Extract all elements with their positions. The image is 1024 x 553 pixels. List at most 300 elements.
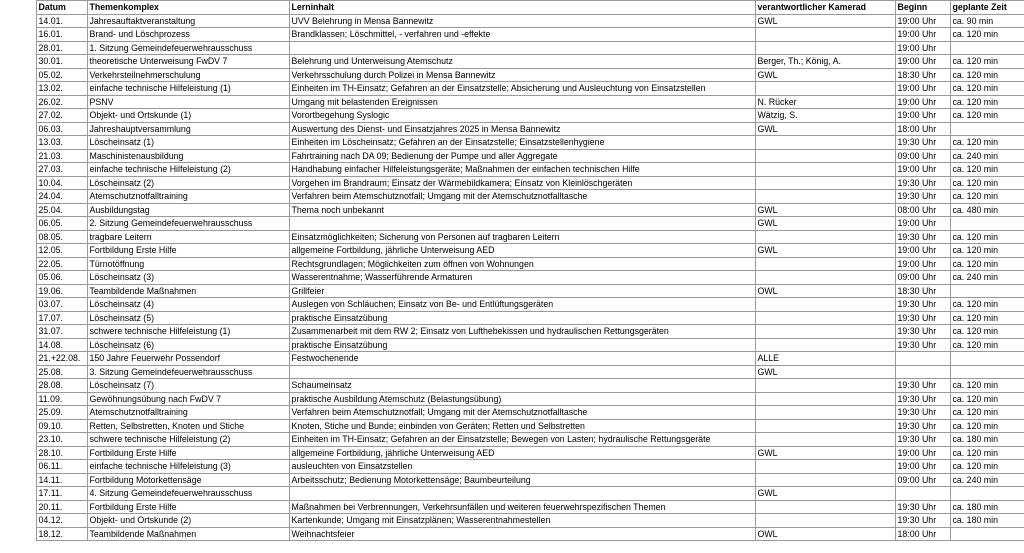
- cell-lerninhalt[interactable]: praktische Einsatzübung: [289, 311, 755, 325]
- table-row: [0, 82, 1024, 96]
- row-gutter: [0, 473, 36, 487]
- cell-geplante-zeit[interactable]: ca. 120 min: [950, 379, 1024, 393]
- header-kamerad: verantwortlicher Kamerad: [755, 1, 895, 15]
- table-row: [0, 527, 1024, 541]
- row-gutter: [0, 338, 36, 352]
- cell-kamerad[interactable]: GWL: [755, 487, 895, 501]
- cell-datum[interactable]: 06.03.: [36, 122, 87, 136]
- table-row: [0, 338, 1024, 352]
- cell-beginn[interactable]: 18:00 Uhr: [895, 122, 950, 136]
- cell-geplante-zeit[interactable]: ca. 120 min: [950, 325, 1024, 339]
- cell-kamerad[interactable]: [755, 136, 895, 150]
- cell-datum[interactable]: 24.04.: [36, 190, 87, 204]
- cell-lerninhalt[interactable]: Fahrtraining nach DA 09; Bedienung der Pumpe und aller Aggregate: [289, 149, 755, 163]
- cell-beginn[interactable]: 09:00 Uhr: [895, 149, 950, 163]
- table-row: [0, 244, 1024, 258]
- cell-geplante-zeit[interactable]: ca. 90 min: [950, 14, 1024, 28]
- cell-kamerad[interactable]: Wätzig, S.: [755, 109, 895, 123]
- cell-lerninhalt[interactable]: Belehrung und Unterweisung Atemschutz: [289, 55, 755, 69]
- table-row: [0, 109, 1024, 123]
- cell-datum[interactable]: 23.10.: [36, 433, 87, 447]
- cell-datum[interactable]: 05.02.: [36, 68, 87, 82]
- table-row: [0, 203, 1024, 217]
- table-row: [0, 41, 1024, 55]
- cell-themenkomplex[interactable]: Atemschutznotfalltraining: [87, 406, 289, 420]
- cell-kamerad[interactable]: N. Rücker: [755, 95, 895, 109]
- cell-lerninhalt[interactable]: UVV Belehrung in Mensa Bannewitz: [289, 14, 755, 28]
- cell-themenkomplex[interactable]: 150 Jahre Feuerwehr Possendorf: [87, 352, 289, 366]
- cell-beginn[interactable]: 19:00 Uhr: [895, 109, 950, 123]
- cell-datum[interactable]: 28.08.: [36, 379, 87, 393]
- cell-datum[interactable]: 25.09.: [36, 406, 87, 420]
- cell-geplante-zeit[interactable]: ca. 120 min: [950, 338, 1024, 352]
- cell-themenkomplex[interactable]: schwere technische Hilfeleistung (1): [87, 325, 289, 339]
- cell-lerninhalt[interactable]: praktische Ausbildung Atemschutz (Belastungsübung): [289, 392, 755, 406]
- cell-geplante-zeit[interactable]: ca. 120 min: [950, 419, 1024, 433]
- row-gutter: [0, 446, 36, 460]
- cell-themenkomplex[interactable]: Löscheinsatz (3): [87, 271, 289, 285]
- cell-datum[interactable]: 03.07.: [36, 298, 87, 312]
- cell-kamerad[interactable]: GWL: [755, 122, 895, 136]
- row-gutter: [0, 365, 36, 379]
- cell-lerninhalt[interactable]: Einheiten im TH-Einsatz; Gefahren an der Einsatzstelle; Bewegen von Lasten; hydraulische Rettungsgeräte: [289, 433, 755, 447]
- cell-beginn[interactable]: [895, 365, 950, 379]
- table-row: [0, 311, 1024, 325]
- cell-lerninhalt[interactable]: Auswertung des Dienst- und Einsatzjahres 2025 in Mensa Bannewitz: [289, 122, 755, 136]
- cell-themenkomplex[interactable]: Fortbildung Erste Hilfe: [87, 500, 289, 514]
- cell-datum[interactable]: 27.03.: [36, 163, 87, 177]
- header-geplante-zeit: geplante Zeit: [950, 1, 1024, 15]
- cell-lerninhalt[interactable]: [289, 41, 755, 55]
- row-gutter: [0, 271, 36, 285]
- cell-themenkomplex[interactable]: Maschinistenausbildung: [87, 149, 289, 163]
- cell-beginn[interactable]: 19:00 Uhr: [895, 41, 950, 55]
- cell-lerninhalt[interactable]: Einheiten im TH-Einsatz; Gefahren an der Einsatzstelle; Absicherung und Ausleuchtung von Einsatzstellen: [289, 82, 755, 96]
- cell-geplante-zeit[interactable]: ca. 120 min: [950, 460, 1024, 474]
- cell-kamerad[interactable]: [755, 325, 895, 339]
- cell-lerninhalt[interactable]: Einsatzmöglichkeiten; Sicherung von Personen auf tragbaren Leitern: [289, 230, 755, 244]
- cell-beginn[interactable]: 19:00 Uhr: [895, 217, 950, 231]
- cell-lerninhalt[interactable]: Vorortbegehung Syslogic: [289, 109, 755, 123]
- cell-beginn[interactable]: 19:30 Uhr: [895, 500, 950, 514]
- cell-lerninhalt[interactable]: Verkehrsschulung durch Polizei in Mensa Bannewitz: [289, 68, 755, 82]
- cell-geplante-zeit[interactable]: [950, 122, 1024, 136]
- cell-beginn[interactable]: 19:30 Uhr: [895, 392, 950, 406]
- cell-beginn[interactable]: 19:00 Uhr: [895, 14, 950, 28]
- cell-geplante-zeit[interactable]: ca. 120 min: [950, 311, 1024, 325]
- row-gutter: [0, 352, 36, 366]
- cell-geplante-zeit[interactable]: ca. 480 min: [950, 203, 1024, 217]
- cell-geplante-zeit[interactable]: ca. 120 min: [950, 298, 1024, 312]
- row-gutter: [0, 190, 36, 204]
- cell-beginn[interactable]: 19:30 Uhr: [895, 338, 950, 352]
- cell-themenkomplex[interactable]: 2. Sitzung Gemeindefeuerwehrausschuss: [87, 217, 289, 231]
- cell-lerninhalt[interactable]: Einheiten im Löscheinsatz; Gefahren an der Einsatzstelle; Einsatzstellenhygiene: [289, 136, 755, 150]
- cell-themenkomplex[interactable]: Atemschutznotfalltraining: [87, 190, 289, 204]
- table-row: [0, 514, 1024, 528]
- table-row: [0, 379, 1024, 393]
- row-gutter: [0, 230, 36, 244]
- cell-lerninhalt[interactable]: Umgang mit belastenden Ereignissen: [289, 95, 755, 109]
- cell-themenkomplex[interactable]: tragbare Leitern: [87, 230, 289, 244]
- cell-beginn[interactable]: 18:30 Uhr: [895, 284, 950, 298]
- cell-datum[interactable]: 13.03.: [36, 136, 87, 150]
- cell-lerninhalt[interactable]: praktische Einsatzübung: [289, 338, 755, 352]
- cell-beginn[interactable]: 19:30 Uhr: [895, 298, 950, 312]
- cell-themenkomplex[interactable]: Fortbildung Motorkettensäge: [87, 473, 289, 487]
- cell-datum[interactable]: 31.07.: [36, 325, 87, 339]
- cell-themenkomplex[interactable]: Löscheinsatz (5): [87, 311, 289, 325]
- cell-beginn[interactable]: 18:30 Uhr: [895, 68, 950, 82]
- cell-datum[interactable]: 22.05.: [36, 257, 87, 271]
- cell-beginn[interactable]: 19:30 Uhr: [895, 514, 950, 528]
- cell-geplante-zeit[interactable]: ca. 120 min: [950, 257, 1024, 271]
- cell-beginn[interactable]: 19:30 Uhr: [895, 406, 950, 420]
- header-datum: Datum: [36, 1, 87, 15]
- cell-datum[interactable]: 30.01.: [36, 55, 87, 69]
- cell-lerninhalt[interactable]: Arbeitsschutz; Bedienung Motorkettensäge; Baumbeurteilung: [289, 473, 755, 487]
- cell-kamerad[interactable]: GWL: [755, 14, 895, 28]
- cell-themenkomplex[interactable]: Teambildende Maßnahmen: [87, 284, 289, 298]
- cell-themenkomplex[interactable]: schwere technische Hilfeleistung (2): [87, 433, 289, 447]
- cell-beginn[interactable]: 19:00 Uhr: [895, 55, 950, 69]
- cell-geplante-zeit[interactable]: ca. 120 min: [950, 109, 1024, 123]
- cell-beginn[interactable]: 19:00 Uhr: [895, 257, 950, 271]
- row-gutter: [0, 257, 36, 271]
- cell-geplante-zeit[interactable]: ca. 120 min: [950, 230, 1024, 244]
- cell-datum[interactable]: 12.05.: [36, 244, 87, 258]
- cell-lerninhalt[interactable]: Grillfeier: [289, 284, 755, 298]
- cell-beginn[interactable]: 09:00 Uhr: [895, 271, 950, 285]
- cell-kamerad[interactable]: GWL: [755, 68, 895, 82]
- cell-lerninhalt[interactable]: [289, 487, 755, 501]
- cell-geplante-zeit[interactable]: [950, 487, 1024, 501]
- cell-kamerad[interactable]: GWL: [755, 203, 895, 217]
- cell-datum[interactable]: 08.05.: [36, 230, 87, 244]
- cell-themenkomplex[interactable]: Teambildende Maßnahmen: [87, 527, 289, 541]
- cell-lerninhalt[interactable]: allgemeine Fortbildung, jährliche Unterweisung AED: [289, 244, 755, 258]
- cell-themenkomplex[interactable]: Löscheinsatz (6): [87, 338, 289, 352]
- row-gutter: [0, 95, 36, 109]
- table-row: [0, 406, 1024, 420]
- row-gutter: [0, 163, 36, 177]
- cell-kamerad[interactable]: [755, 460, 895, 474]
- cell-geplante-zeit[interactable]: ca. 120 min: [950, 28, 1024, 42]
- cell-kamerad[interactable]: [755, 230, 895, 244]
- row-gutter: [0, 406, 36, 420]
- header-row: [0, 1, 1024, 15]
- table-row: [0, 284, 1024, 298]
- cell-geplante-zeit[interactable]: ca. 180 min: [950, 514, 1024, 528]
- cell-geplante-zeit[interactable]: ca. 120 min: [950, 163, 1024, 177]
- cell-lerninhalt[interactable]: Vorgehen im Brandraum; Einsatz der Wärmebildkamera; Einsatz von Kleinlöschgeräten: [289, 176, 755, 190]
- cell-kamerad[interactable]: [755, 311, 895, 325]
- cell-themenkomplex[interactable]: Brand- und Löschprozess: [87, 28, 289, 42]
- table-row: [0, 460, 1024, 474]
- table-row: [0, 352, 1024, 366]
- cell-kamerad[interactable]: [755, 298, 895, 312]
- cell-geplante-zeit[interactable]: [950, 41, 1024, 55]
- cell-themenkomplex[interactable]: Löscheinsatz (7): [87, 379, 289, 393]
- cell-datum[interactable]: 09.10.: [36, 419, 87, 433]
- row-gutter: [0, 41, 36, 55]
- cell-beginn[interactable]: 19:00 Uhr: [895, 95, 950, 109]
- cell-beginn[interactable]: 19:30 Uhr: [895, 379, 950, 393]
- cell-geplante-zeit[interactable]: ca. 120 min: [950, 136, 1024, 150]
- cell-kamerad[interactable]: [755, 190, 895, 204]
- header-lerninhalt: Lerninhalt: [289, 1, 755, 15]
- cell-themenkomplex[interactable]: Fortbildung Erste Hilfe: [87, 244, 289, 258]
- cell-themenkomplex[interactable]: Verkehrsteilnehmerschulung: [87, 68, 289, 82]
- table-row: [0, 190, 1024, 204]
- cell-datum[interactable]: 27.02.: [36, 109, 87, 123]
- cell-geplante-zeit[interactable]: ca. 180 min: [950, 433, 1024, 447]
- cell-kamerad[interactable]: OWL: [755, 284, 895, 298]
- cell-lerninhalt[interactable]: [289, 217, 755, 231]
- cell-datum[interactable]: 10.04.: [36, 176, 87, 190]
- table-row: [0, 298, 1024, 312]
- cell-kamerad[interactable]: [755, 338, 895, 352]
- row-gutter: [0, 203, 36, 217]
- cell-geplante-zeit[interactable]: ca. 120 min: [950, 55, 1024, 69]
- cell-geplante-zeit[interactable]: ca. 240 min: [950, 473, 1024, 487]
- cell-geplante-zeit[interactable]: ca. 180 min: [950, 500, 1024, 514]
- table-row: [0, 14, 1024, 28]
- row-gutter: [0, 28, 36, 42]
- cell-kamerad[interactable]: Berger, Th.; König, A.: [755, 55, 895, 69]
- cell-beginn[interactable]: 19:30 Uhr: [895, 176, 950, 190]
- cell-themenkomplex[interactable]: Türnotöffnung: [87, 257, 289, 271]
- cell-kamerad[interactable]: OWL: [755, 527, 895, 541]
- cell-themenkomplex[interactable]: theoretische Unterweisung FwDV 7: [87, 55, 289, 69]
- cell-themenkomplex[interactable]: einfache technische Hilfeleistung (3): [87, 460, 289, 474]
- table-row: [0, 257, 1024, 271]
- cell-geplante-zeit[interactable]: ca. 120 min: [950, 176, 1024, 190]
- cell-beginn[interactable]: 19:00 Uhr: [895, 244, 950, 258]
- cell-beginn[interactable]: 19:30 Uhr: [895, 419, 950, 433]
- cell-datum[interactable]: 06.11.: [36, 460, 87, 474]
- cell-geplante-zeit[interactable]: [950, 352, 1024, 366]
- cell-lerninhalt[interactable]: Brandklassen; Löschmittel, - verfahren und -effekte: [289, 28, 755, 42]
- cell-beginn[interactable]: 19:30 Uhr: [895, 433, 950, 447]
- cell-geplante-zeit[interactable]: [950, 365, 1024, 379]
- cell-geplante-zeit[interactable]: ca. 120 min: [950, 68, 1024, 82]
- cell-beginn[interactable]: 19:00 Uhr: [895, 82, 950, 96]
- row-gutter: [0, 284, 36, 298]
- cell-kamerad[interactable]: GWL: [755, 446, 895, 460]
- row-gutter: [0, 379, 36, 393]
- cell-themenkomplex[interactable]: Objekt- und Ortskunde (1): [87, 109, 289, 123]
- cell-kamerad[interactable]: GWL: [755, 217, 895, 231]
- cell-datum[interactable]: 25.08.: [36, 365, 87, 379]
- cell-themenkomplex[interactable]: PSNV: [87, 95, 289, 109]
- cell-kamerad[interactable]: [755, 82, 895, 96]
- table-row: [0, 365, 1024, 379]
- cell-beginn[interactable]: 19:30 Uhr: [895, 136, 950, 150]
- cell-beginn[interactable]: 19:30 Uhr: [895, 230, 950, 244]
- cell-geplante-zeit[interactable]: ca. 120 min: [950, 406, 1024, 420]
- row-gutter: [0, 122, 36, 136]
- cell-lerninhalt[interactable]: [289, 365, 755, 379]
- cell-datum[interactable]: 11.09.: [36, 392, 87, 406]
- cell-kamerad[interactable]: [755, 406, 895, 420]
- cell-lerninhalt[interactable]: Schaumeinsatz: [289, 379, 755, 393]
- cell-geplante-zeit[interactable]: [950, 527, 1024, 541]
- cell-geplante-zeit[interactable]: ca. 120 min: [950, 190, 1024, 204]
- cell-datum[interactable]: 21.+22.08.: [36, 352, 87, 366]
- cell-themenkomplex[interactable]: Löscheinsatz (1): [87, 136, 289, 150]
- table-row: [0, 419, 1024, 433]
- cell-datum[interactable]: 14.01.: [36, 14, 87, 28]
- cell-beginn[interactable]: [895, 352, 950, 366]
- cell-lerninhalt[interactable]: Zusammenarbeit mit dem RW 2; Einsatz von Lufthebekissen und hydraulischen Rettungsgeräten: [289, 325, 755, 339]
- cell-kamerad[interactable]: [755, 392, 895, 406]
- cell-lerninhalt[interactable]: ausleuchten von Einsatzstellen: [289, 460, 755, 474]
- row-gutter: [0, 55, 36, 69]
- cell-beginn[interactable]: 19:30 Uhr: [895, 190, 950, 204]
- cell-lerninhalt[interactable]: Thema noch unbekannt: [289, 203, 755, 217]
- cell-themenkomplex[interactable]: 3. Sitzung Gemeindefeuerwehrausschuss: [87, 365, 289, 379]
- table-row: [0, 325, 1024, 339]
- cell-beginn[interactable]: 09:00 Uhr: [895, 473, 950, 487]
- table-row: [0, 68, 1024, 82]
- cell-themenkomplex[interactable]: Gewöhnungsübung nach FwDV 7: [87, 392, 289, 406]
- row-gutter: [0, 136, 36, 150]
- cell-geplante-zeit[interactable]: ca. 120 min: [950, 82, 1024, 96]
- cell-lerninhalt[interactable]: Festwochenende: [289, 352, 755, 366]
- cell-kamerad[interactable]: [755, 257, 895, 271]
- cell-beginn[interactable]: 18:00 Uhr: [895, 527, 950, 541]
- cell-lerninhalt[interactable]: Handhabung einfacher Hilfeleistungsgeräte; Maßnahmen der einfachen technischen Hilfe: [289, 163, 755, 177]
- cell-kamerad[interactable]: [755, 271, 895, 285]
- cell-geplante-zeit[interactable]: ca. 120 min: [950, 95, 1024, 109]
- table-row: [0, 500, 1024, 514]
- row-gutter: [0, 325, 36, 339]
- cell-datum[interactable]: 17.07.: [36, 311, 87, 325]
- cell-datum[interactable]: 19.06.: [36, 284, 87, 298]
- cell-datum[interactable]: 16.01.: [36, 28, 87, 42]
- cell-beginn[interactable]: 19:00 Uhr: [895, 446, 950, 460]
- cell-themenkomplex[interactable]: einfache technische Hilfeleistung (2): [87, 163, 289, 177]
- cell-lerninhalt[interactable]: Knoten, Stiche und Bunde; einbinden von Geräten; Retten und Selbstretten: [289, 419, 755, 433]
- cell-datum[interactable]: 05.06.: [36, 271, 87, 285]
- cell-kamerad[interactable]: [755, 163, 895, 177]
- cell-geplante-zeit[interactable]: [950, 217, 1024, 231]
- cell-geplante-zeit[interactable]: ca. 120 min: [950, 392, 1024, 406]
- row-gutter: [0, 1, 36, 15]
- cell-kamerad[interactable]: GWL: [755, 365, 895, 379]
- table-row: [0, 473, 1024, 487]
- table-row: [0, 446, 1024, 460]
- cell-beginn[interactable]: 19:00 Uhr: [895, 163, 950, 177]
- cell-themenkomplex[interactable]: Objekt- und Ortskunde (2): [87, 514, 289, 528]
- cell-datum[interactable]: 17.11.: [36, 487, 87, 501]
- cell-datum[interactable]: 06.05.: [36, 217, 87, 231]
- table-row: [0, 28, 1024, 42]
- cell-kamerad[interactable]: [755, 514, 895, 528]
- row-gutter: [0, 527, 36, 541]
- cell-geplante-zeit[interactable]: ca. 240 min: [950, 271, 1024, 285]
- cell-themenkomplex[interactable]: Fortbildung Erste Hilfe: [87, 446, 289, 460]
- cell-lerninhalt[interactable]: Kartenkunde; Umgang mit Einsatzplänen; Wasserentnahmestellen: [289, 514, 755, 528]
- cell-datum[interactable]: 20.11.: [36, 500, 87, 514]
- cell-themenkomplex[interactable]: Löscheinsatz (4): [87, 298, 289, 312]
- cell-beginn[interactable]: 19:30 Uhr: [895, 311, 950, 325]
- cell-geplante-zeit[interactable]: ca. 120 min: [950, 446, 1024, 460]
- cell-lerninhalt[interactable]: Weihnachtsfeier: [289, 527, 755, 541]
- cell-datum[interactable]: 13.02.: [36, 82, 87, 96]
- cell-beginn[interactable]: 19:00 Uhr: [895, 28, 950, 42]
- cell-datum[interactable]: 25.04.: [36, 203, 87, 217]
- cell-themenkomplex[interactable]: Retten, Selbstretten, Knoten und Stiche: [87, 419, 289, 433]
- cell-datum[interactable]: 04.12.: [36, 514, 87, 528]
- cell-themenkomplex[interactable]: 4. Sitzung Gemeindefeuerwehrausschuss: [87, 487, 289, 501]
- row-gutter: [0, 176, 36, 190]
- cell-themenkomplex[interactable]: 1. Sitzung Gemeindefeuerwehrausschuss: [87, 41, 289, 55]
- cell-lerninhalt[interactable]: Verfahren beim Atemschutznotfall; Umgang mit der Atemschutznotfalltasche: [289, 190, 755, 204]
- cell-themenkomplex[interactable]: Löscheinsatz (2): [87, 176, 289, 190]
- cell-datum[interactable]: 28.10.: [36, 446, 87, 460]
- row-gutter: [0, 217, 36, 231]
- cell-themenkomplex[interactable]: Jahresauftaktveranstaltung: [87, 14, 289, 28]
- cell-beginn[interactable]: 19:30 Uhr: [895, 325, 950, 339]
- cell-beginn[interactable]: 08:00 Uhr: [895, 203, 950, 217]
- cell-geplante-zeit[interactable]: ca. 240 min: [950, 149, 1024, 163]
- cell-lerninhalt[interactable]: Rechtsgrundlagen; Möglichkeiten zum öffnen von Wohnungen: [289, 257, 755, 271]
- row-gutter: [0, 487, 36, 501]
- cell-datum[interactable]: 14.08.: [36, 338, 87, 352]
- cell-kamerad[interactable]: GWL: [755, 244, 895, 258]
- cell-geplante-zeit[interactable]: ca. 120 min: [950, 244, 1024, 258]
- row-gutter: [0, 298, 36, 312]
- cell-kamerad[interactable]: [755, 433, 895, 447]
- cell-datum[interactable]: 26.02.: [36, 95, 87, 109]
- cell-themenkomplex[interactable]: Jahreshauptversammlung: [87, 122, 289, 136]
- cell-datum[interactable]: 28.01.: [36, 41, 87, 55]
- cell-datum[interactable]: 14.11.: [36, 473, 87, 487]
- cell-datum[interactable]: 18.12.: [36, 527, 87, 541]
- cell-lerninhalt[interactable]: allgemeine Fortbildung, jährliche Unterweisung AED: [289, 446, 755, 460]
- cell-kamerad[interactable]: [755, 41, 895, 55]
- cell-geplante-zeit[interactable]: [950, 284, 1024, 298]
- cell-datum[interactable]: 21.03.: [36, 149, 87, 163]
- cell-kamerad[interactable]: [755, 176, 895, 190]
- cell-themenkomplex[interactable]: Ausbildungstag: [87, 203, 289, 217]
- cell-themenkomplex[interactable]: einfache technische Hilfeleistung (1): [87, 82, 289, 96]
- cell-kamerad[interactable]: ALLE: [755, 352, 895, 366]
- cell-beginn[interactable]: 19:00 Uhr: [895, 460, 950, 474]
- cell-lerninhalt[interactable]: Wasserentnahme; Wasserführende Armaturen: [289, 271, 755, 285]
- cell-kamerad[interactable]: [755, 419, 895, 433]
- cell-lerninhalt[interactable]: Maßnahmen bei Verbrennungen, Verkehrsunfällen und weiteren feuerwehrspezifischen Themen: [289, 500, 755, 514]
- cell-kamerad[interactable]: [755, 473, 895, 487]
- header-themenkomplex: Themenkomplex: [87, 1, 289, 15]
- row-gutter: [0, 419, 36, 433]
- row-gutter: [0, 244, 36, 258]
- row-gutter: [0, 68, 36, 82]
- cell-kamerad[interactable]: [755, 28, 895, 42]
- row-gutter: [0, 311, 36, 325]
- cell-beginn[interactable]: [895, 487, 950, 501]
- row-gutter: [0, 514, 36, 528]
- cell-kamerad[interactable]: [755, 379, 895, 393]
- table-row: [0, 217, 1024, 231]
- cell-kamerad[interactable]: [755, 500, 895, 514]
- cell-kamerad[interactable]: [755, 149, 895, 163]
- cell-lerninhalt[interactable]: Verfahren beim Atemschutznotfall; Umgang mit der Atemschutznotfalltasche: [289, 406, 755, 420]
- cell-lerninhalt[interactable]: Auslegen von Schläuchen; Einsatz von Be- und Entlüftungsgeräten: [289, 298, 755, 312]
- table-row: [0, 392, 1024, 406]
